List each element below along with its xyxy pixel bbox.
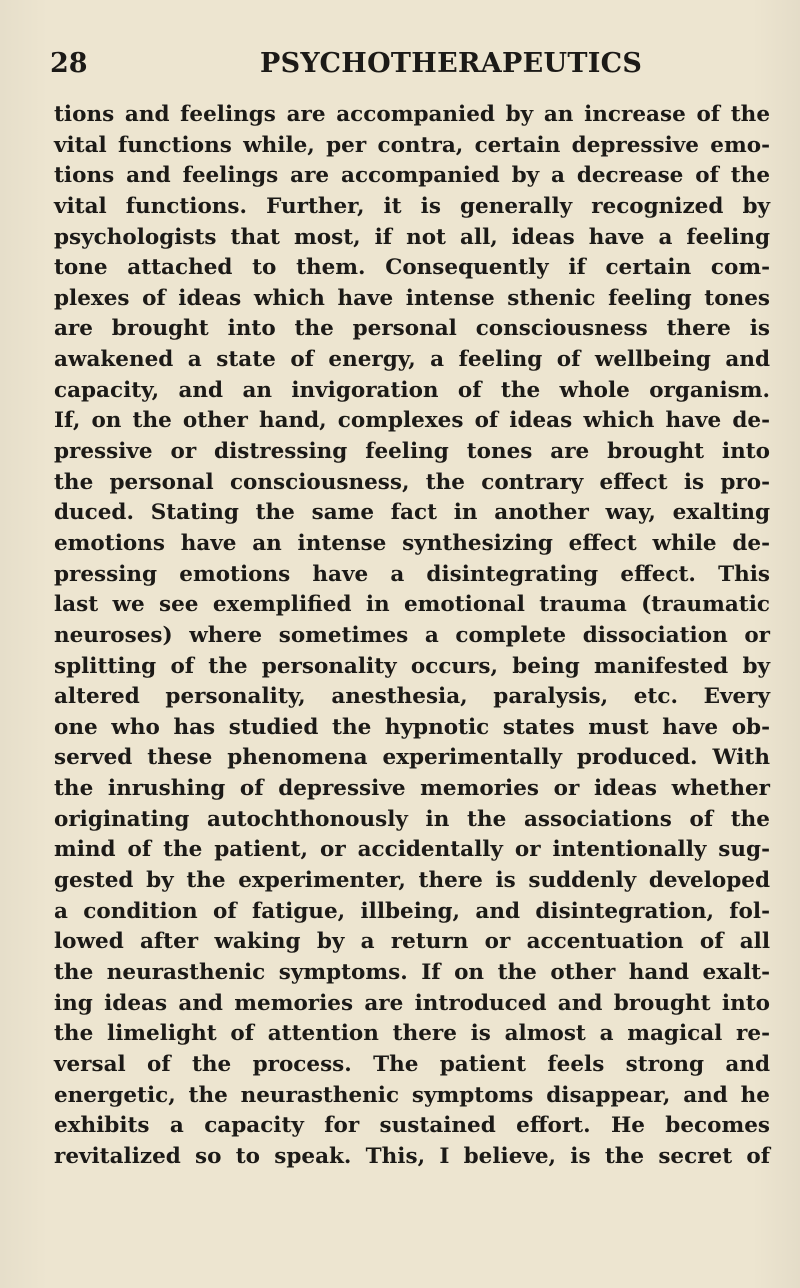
text-line: revitalized so to speak. This, I believe, is the secret of [54, 1143, 770, 1169]
text-line: last we see exemplified in emotional trauma (traumatic [54, 592, 770, 618]
page-header [50, 48, 755, 88]
text-line: gested by the experimenter, there is suddenly developed [54, 868, 770, 894]
text-line: vital functions. Further, it is generally recognized by [54, 193, 770, 219]
text-line: tions and feelings are accompanied by an increase of the [54, 102, 770, 127]
text-line: one who has studied the hypnotic states must have ob- [54, 714, 770, 740]
text-line: ing ideas and memories are introduced and brought into [54, 990, 770, 1016]
text-line: pressive or distressing feeling tones are brought into [54, 439, 770, 465]
text-line: originating autochthonously in the associations of the [54, 806, 770, 832]
text-line: energetic, the neurasthenic symptoms disappear, and he [54, 1082, 770, 1108]
text-line: pressing emotions have a disintegrating effect. This [54, 561, 770, 587]
text-line: If, on the other hand, complexes of ideas which have de- [54, 408, 770, 434]
text-line: vital functions while, per contra, certain depressive emo- [54, 132, 770, 158]
page-number: 28 [50, 48, 88, 79]
text-line: duced. Stating the same fact in another way, exalting [54, 500, 770, 526]
text-line: the limelight of attention there is almost a magical re- [54, 1021, 770, 1047]
text-line: versal of the process. The patient feels strong and [54, 1051, 770, 1077]
text-line: altered personality, anesthesia, paralysis, etc. Every [54, 684, 770, 710]
text-line: splitting of the personality occurs, being manifested by [54, 653, 770, 679]
text-line: a condition of fatigue, illbeing, and disintegration, fol- [54, 898, 770, 924]
text-line: exhibits a capacity for sustained effort. He becomes [54, 1113, 770, 1139]
text-line: neuroses) where sometimes a complete dissociation or [54, 622, 770, 648]
text-line: the inrushing of depressive memories or ideas whether [54, 776, 770, 802]
text-line: mind of the patient, or accidentally or intentionally sug- [54, 837, 770, 863]
text-line: plexes of ideas which have intense sthenic feeling tones [54, 285, 770, 311]
text-line: awakened a state of energy, a feeling of wellbeing and [54, 347, 770, 373]
text-line: lowed after waking by a return or accentuation of all [54, 929, 770, 955]
running-title: PSYCHOTHERAPEUTICS [260, 48, 643, 79]
text-line: tone attached to them. Consequently if certain com- [54, 255, 770, 281]
text-line: are brought into the personal consciousness there is [54, 316, 770, 342]
text-line: the neurasthenic symptoms. If on the other hand exalt- [54, 959, 770, 985]
body-text [54, 100, 770, 1172]
text-line: the personal consciousness, the contrary effect is pro- [54, 469, 770, 495]
text-line: emotions have an intense synthesizing effect while de- [54, 530, 770, 556]
text-line: capacity, and an invigoration of the whole organism. [54, 377, 770, 403]
text-line: tions and feelings are accompanied by a decrease of the [54, 163, 770, 189]
text-line: served these phenomena experimentally produced. With [54, 745, 770, 771]
text-line: psychologists that most, if not all, ideas have a feeling [54, 224, 770, 250]
